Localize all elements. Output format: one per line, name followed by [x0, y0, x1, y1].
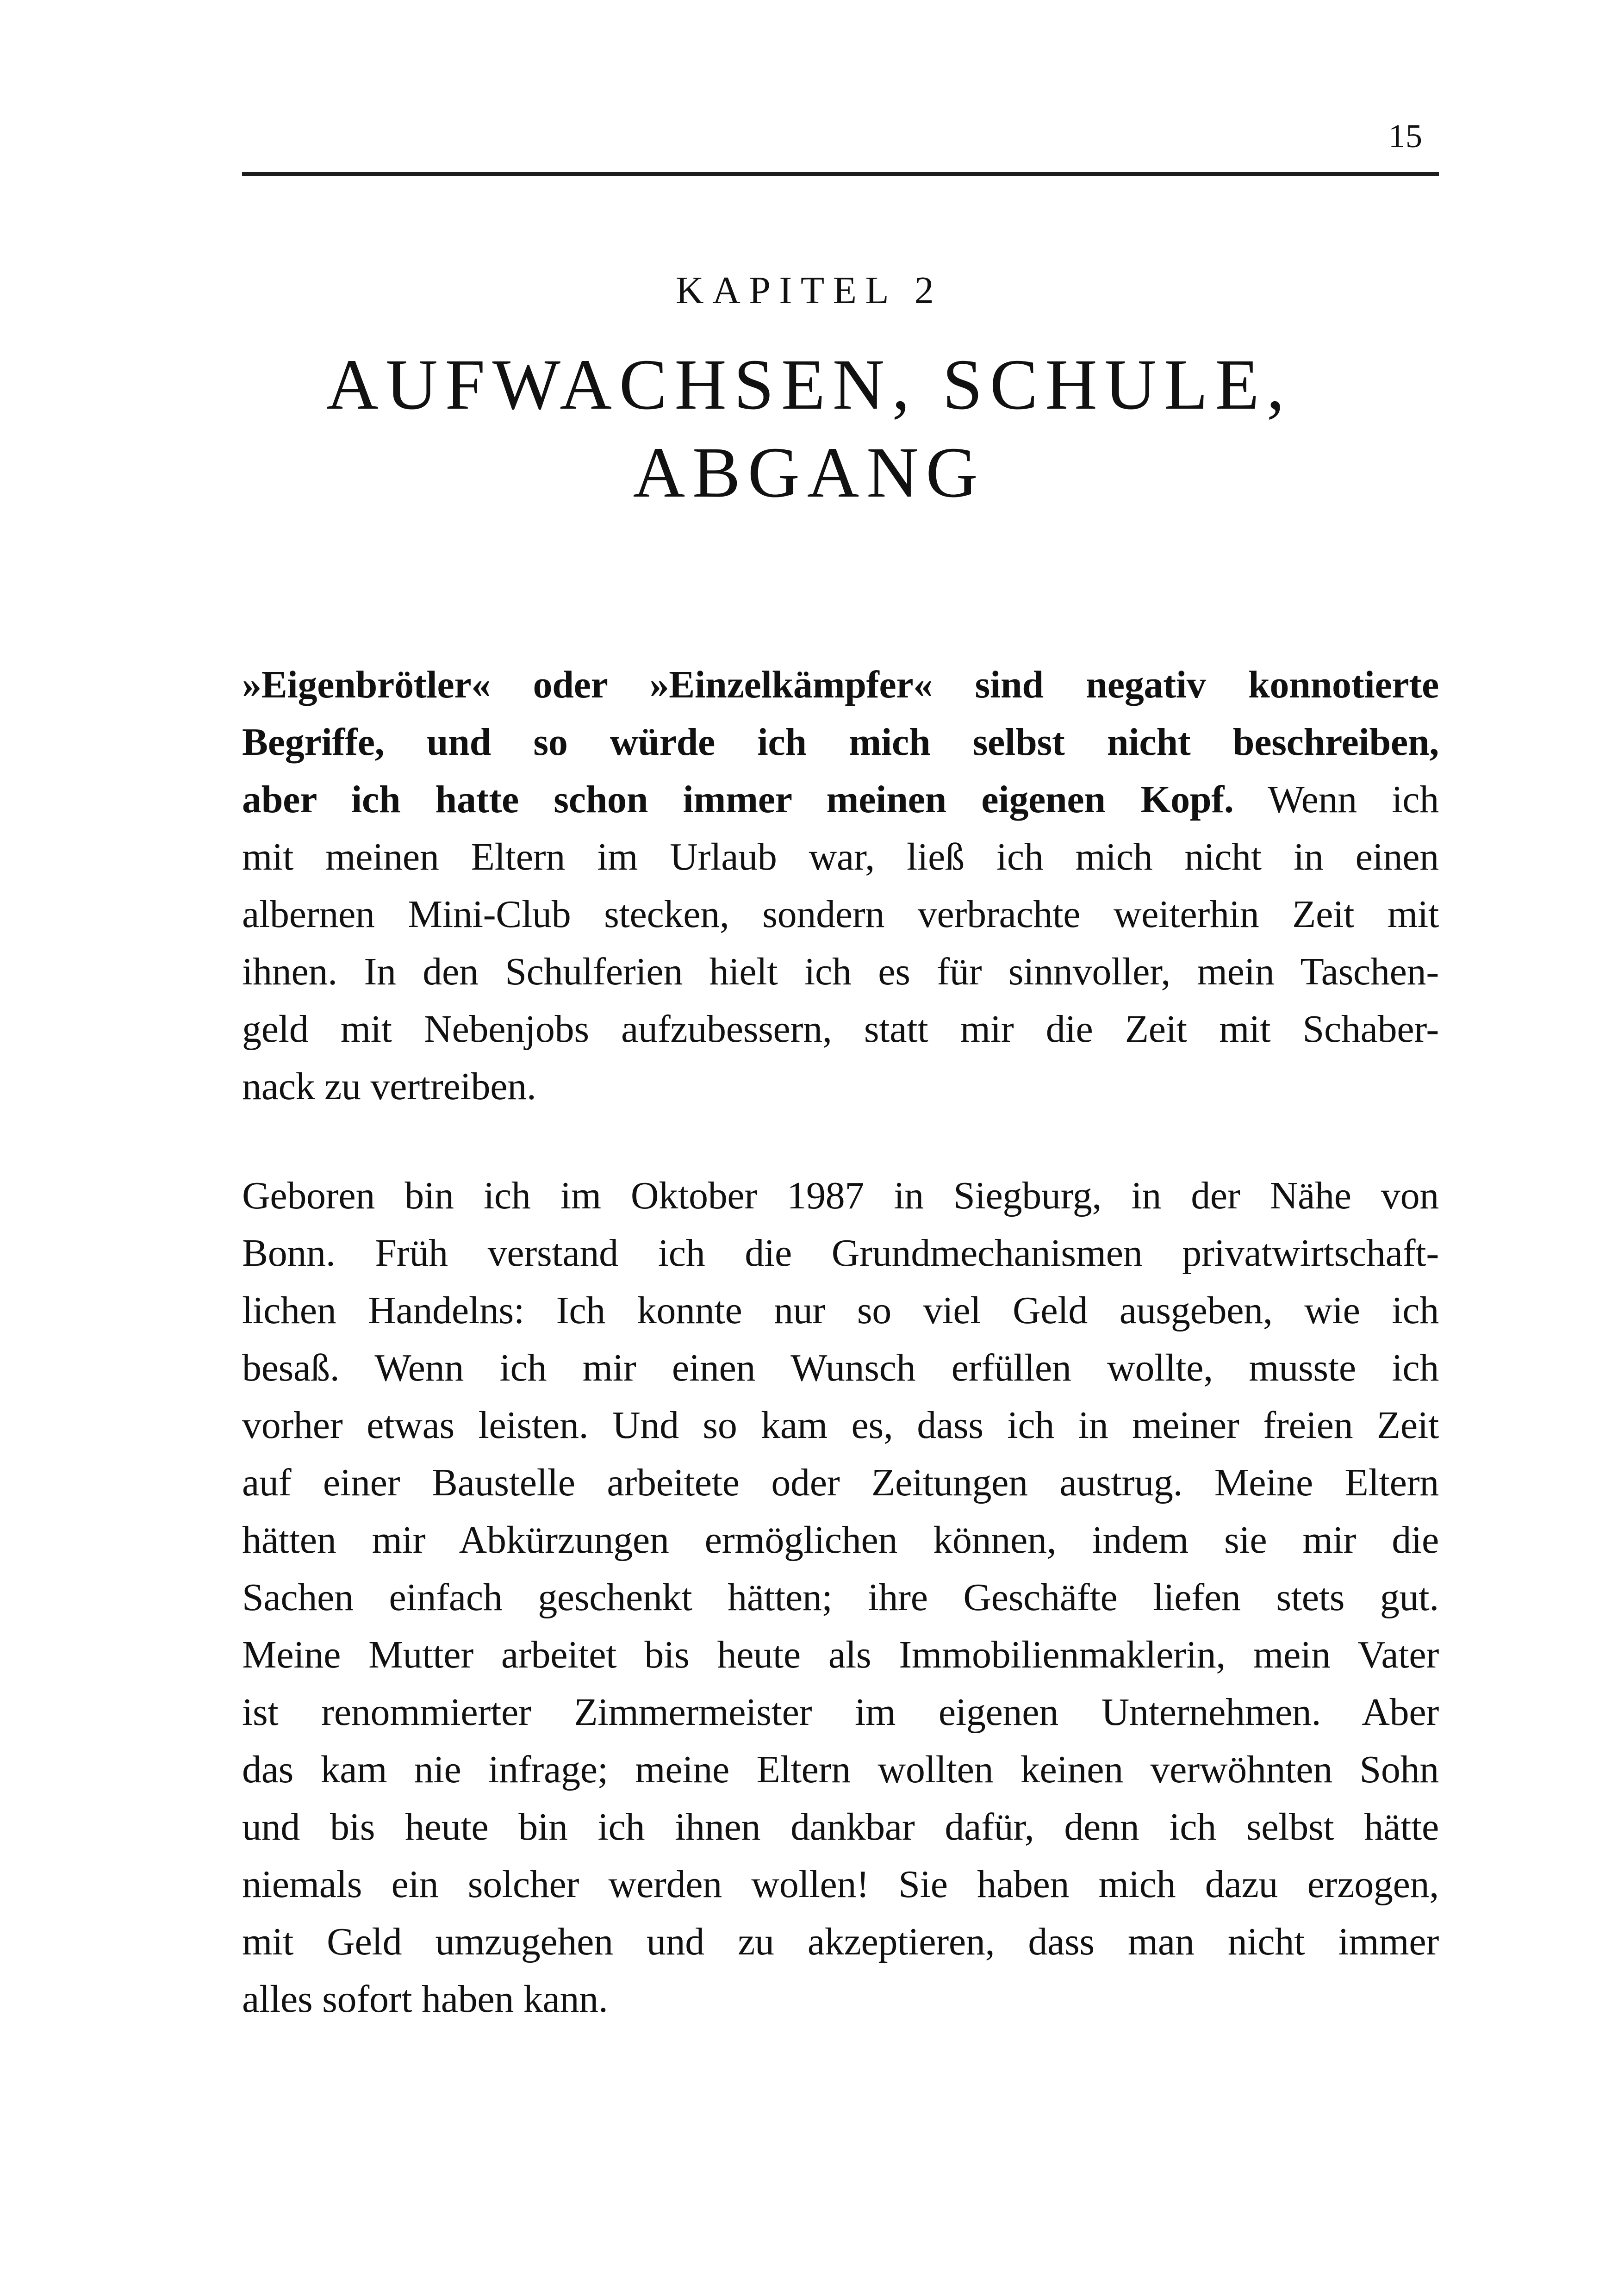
- text-line: [242, 1971, 1439, 2028]
- header-rule: [242, 172, 1439, 176]
- text-line: [242, 1913, 1439, 1971]
- text-line: [242, 828, 1439, 886]
- text-segment: Sachen einfach geschenkt hätten; ihre Geschäfte liefen stets gut.: [242, 1576, 1439, 1619]
- text-line: [242, 1856, 1439, 1913]
- text-line: [242, 1058, 1439, 1115]
- text-segment: alles sofort haben kann.: [242, 1978, 608, 2021]
- text-line: [242, 656, 1439, 714]
- text-line: [242, 1397, 1439, 1454]
- text-segment: geld mit Nebenjobs aufzubessern, statt mir die Zeit mit Schaber-: [242, 1008, 1439, 1051]
- text-line: [242, 1225, 1439, 1282]
- text-line: [242, 1569, 1439, 1626]
- bold-text-segment: »Eigenbrötler« oder »Einzelkämpfer« sind negativ konnotierte: [242, 663, 1439, 706]
- chapter-title-line-2: ABGANG: [633, 432, 985, 512]
- bold-text-segment: aber ich hatte schon immer meinen eigenen Kopf.: [242, 778, 1234, 821]
- paragraph: [242, 656, 1439, 1115]
- text-line: [242, 1626, 1439, 1684]
- chapter-kicker: KAPITEL 2: [675, 269, 943, 312]
- text-segment: lichen Handelns: Ich konnte nur so viel Geld ausgeben, wie ich: [242, 1289, 1439, 1332]
- text-line: [242, 1339, 1439, 1397]
- text-segment: das kam nie infrage; meine Eltern wollten keinen verwöhnten Sohn: [242, 1748, 1439, 1791]
- text-segment: mit Geld umzugehen und zu akzeptieren, dass man nicht immer: [242, 1920, 1439, 1963]
- text-segment: ist renommierter Zimmermeister im eigenen Unternehmen. Aber: [242, 1691, 1439, 1734]
- text-segment: Bonn. Früh verstand ich die Grundmechanismen privatwirtschaft-: [242, 1232, 1439, 1275]
- text-segment: mit meinen Eltern im Urlaub war, ließ ich mich nicht in einen: [242, 835, 1439, 878]
- text-line: [242, 1684, 1439, 1741]
- text-line: [242, 771, 1439, 828]
- text-line: [242, 1001, 1439, 1058]
- bold-text-segment: Begriffe, und so würde ich mich selbst nicht beschreiben,: [242, 721, 1439, 764]
- text-segment: ihnen. In den Schulferien hielt ich es für sinnvoller, mein Taschen-: [242, 950, 1439, 993]
- text-segment: vorher etwas leisten. Und so kam es, dass ich in meiner freien Zeit: [242, 1404, 1439, 1447]
- text-line: [242, 1282, 1439, 1339]
- text-line: [242, 1741, 1439, 1798]
- chapter-title-line-1: AUFWACHSEN, SCHULE,: [326, 344, 1292, 424]
- text-line: [242, 943, 1439, 1001]
- text-line: [242, 1454, 1439, 1512]
- text-segment: albernen Mini-Club stecken, sondern verbrachte weiterhin Zeit mit: [242, 893, 1439, 936]
- body-text: [242, 656, 1439, 2028]
- text-line: [242, 1167, 1439, 1225]
- text-segment: niemals ein solcher werden wollen! Sie haben mich dazu erzogen,: [242, 1863, 1439, 1906]
- text-segment: besaß. Wenn ich mir einen Wunsch erfüllen wollte, musste ich: [242, 1346, 1439, 1389]
- text-line: [242, 714, 1439, 771]
- text-segment: Wenn ich: [1233, 778, 1439, 821]
- text-segment: Meine Mutter arbeitet bis heute als Immobilienmaklerin, mein Vater: [242, 1633, 1439, 1676]
- text-segment: hätten mir Abkürzungen ermöglichen können, indem sie mir die: [242, 1518, 1439, 1562]
- text-line: [242, 1798, 1439, 1856]
- chapter-title: [0, 341, 1618, 516]
- text-segment: auf einer Baustelle arbeitete oder Zeitungen austrug. Meine Eltern: [242, 1461, 1439, 1504]
- text-segment: und bis heute bin ich ihnen dankbar dafür, denn ich selbst hätte: [242, 1805, 1439, 1848]
- page-number: 15: [1388, 118, 1423, 155]
- text-segment: Geboren bin ich im Oktober 1987 in Siegburg, in der Nähe von: [242, 1174, 1439, 1217]
- text-line: [242, 886, 1439, 943]
- text-segment: nack zu vertreiben.: [242, 1065, 536, 1108]
- text-line: [242, 1512, 1439, 1569]
- paragraph: [242, 1167, 1439, 2028]
